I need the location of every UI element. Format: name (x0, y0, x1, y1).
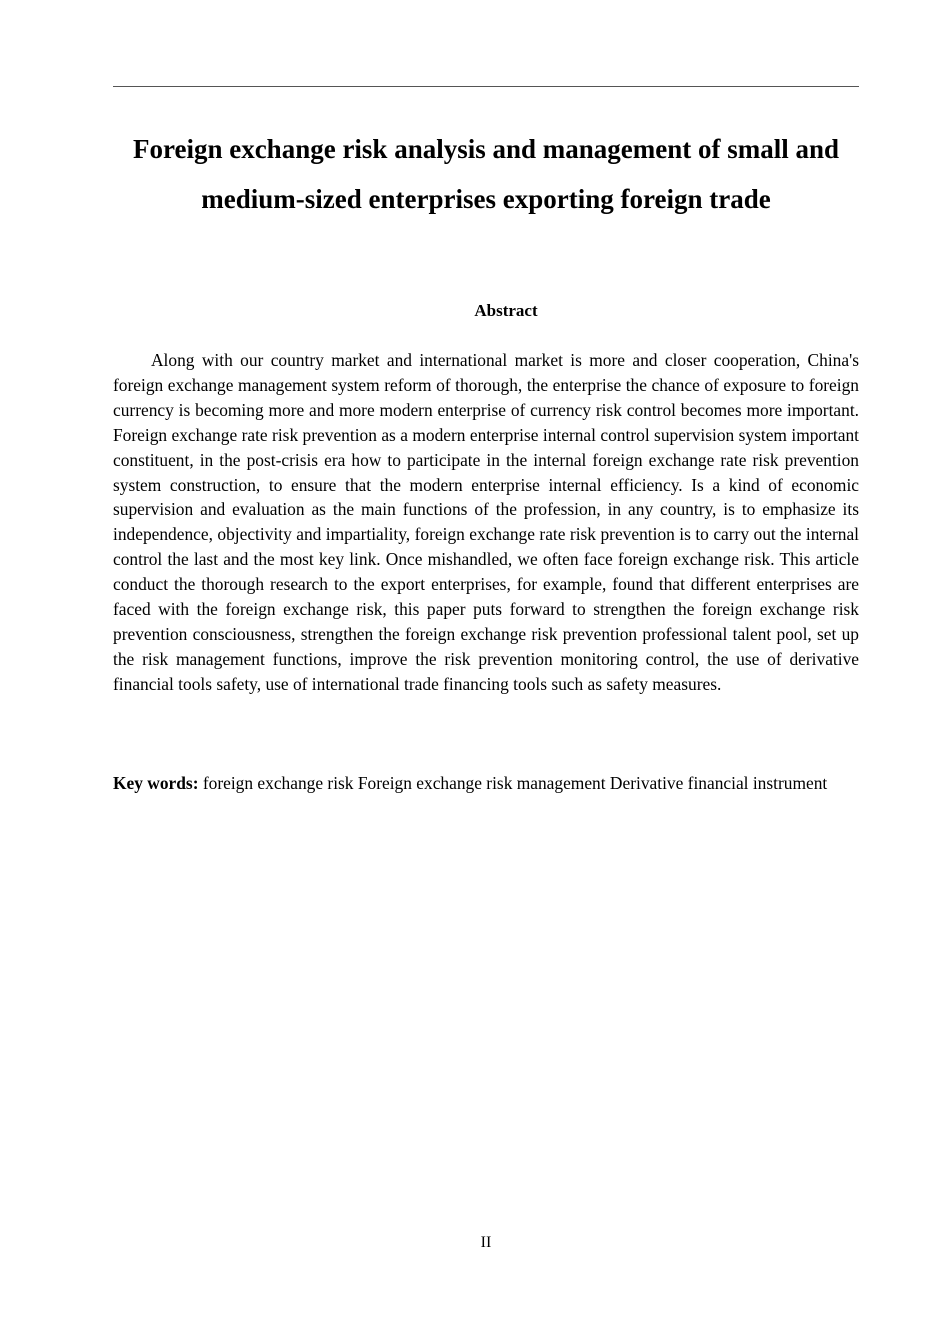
paper-title: Foreign exchange risk analysis and management of small and medium-sized enterprises exporting foreign trade (132, 134, 840, 214)
abstract-body: Along with our country market and international market is more and closer cooperation, China's foreign exchange management system reform of thorough, the enterprise the chance of exposure to foreign currency is becoming more and more modern enterprise of currency risk control becomes more important. Foreign exchange rate risk prevention as a modern enterprise internal control supervision system important constituent, in the post-crisis era how to participate in the internal foreign exchange rate risk prevention system construction, to ensure that the modern enterprise internal efficiency. Is a kind of economic supervision and evaluation as the main functions of the profession, in any country, is to emphasize its independence, objectivity and impartiality, foreign exchange rate risk prevention is to carry out the internal control the last and the most key link. Once mishandled, we often face foreign exchange risk. This article conduct the thorough research to the export enterprises, for example, found that different enterprises are faced with the foreign exchange risk, this paper puts forward to strengthen the foreign exchange risk prevention consciousness, strengthen the foreign exchange risk prevention professional talent pool, set up the risk management functions, improve the risk prevention monitoring control, the use of derivative financial tools safety, use of international trade financing tools such as safety measures. (113, 350, 859, 694)
page-number: II (480, 1234, 492, 1251)
keywords-line (113, 771, 859, 796)
abstract-heading: Abstract (474, 301, 538, 320)
header-rule (113, 86, 859, 87)
keywords-text: foreign exchange risk Foreign exchange risk management Derivative financial instrument (198, 773, 828, 793)
keywords-label: Key words: (113, 773, 199, 793)
